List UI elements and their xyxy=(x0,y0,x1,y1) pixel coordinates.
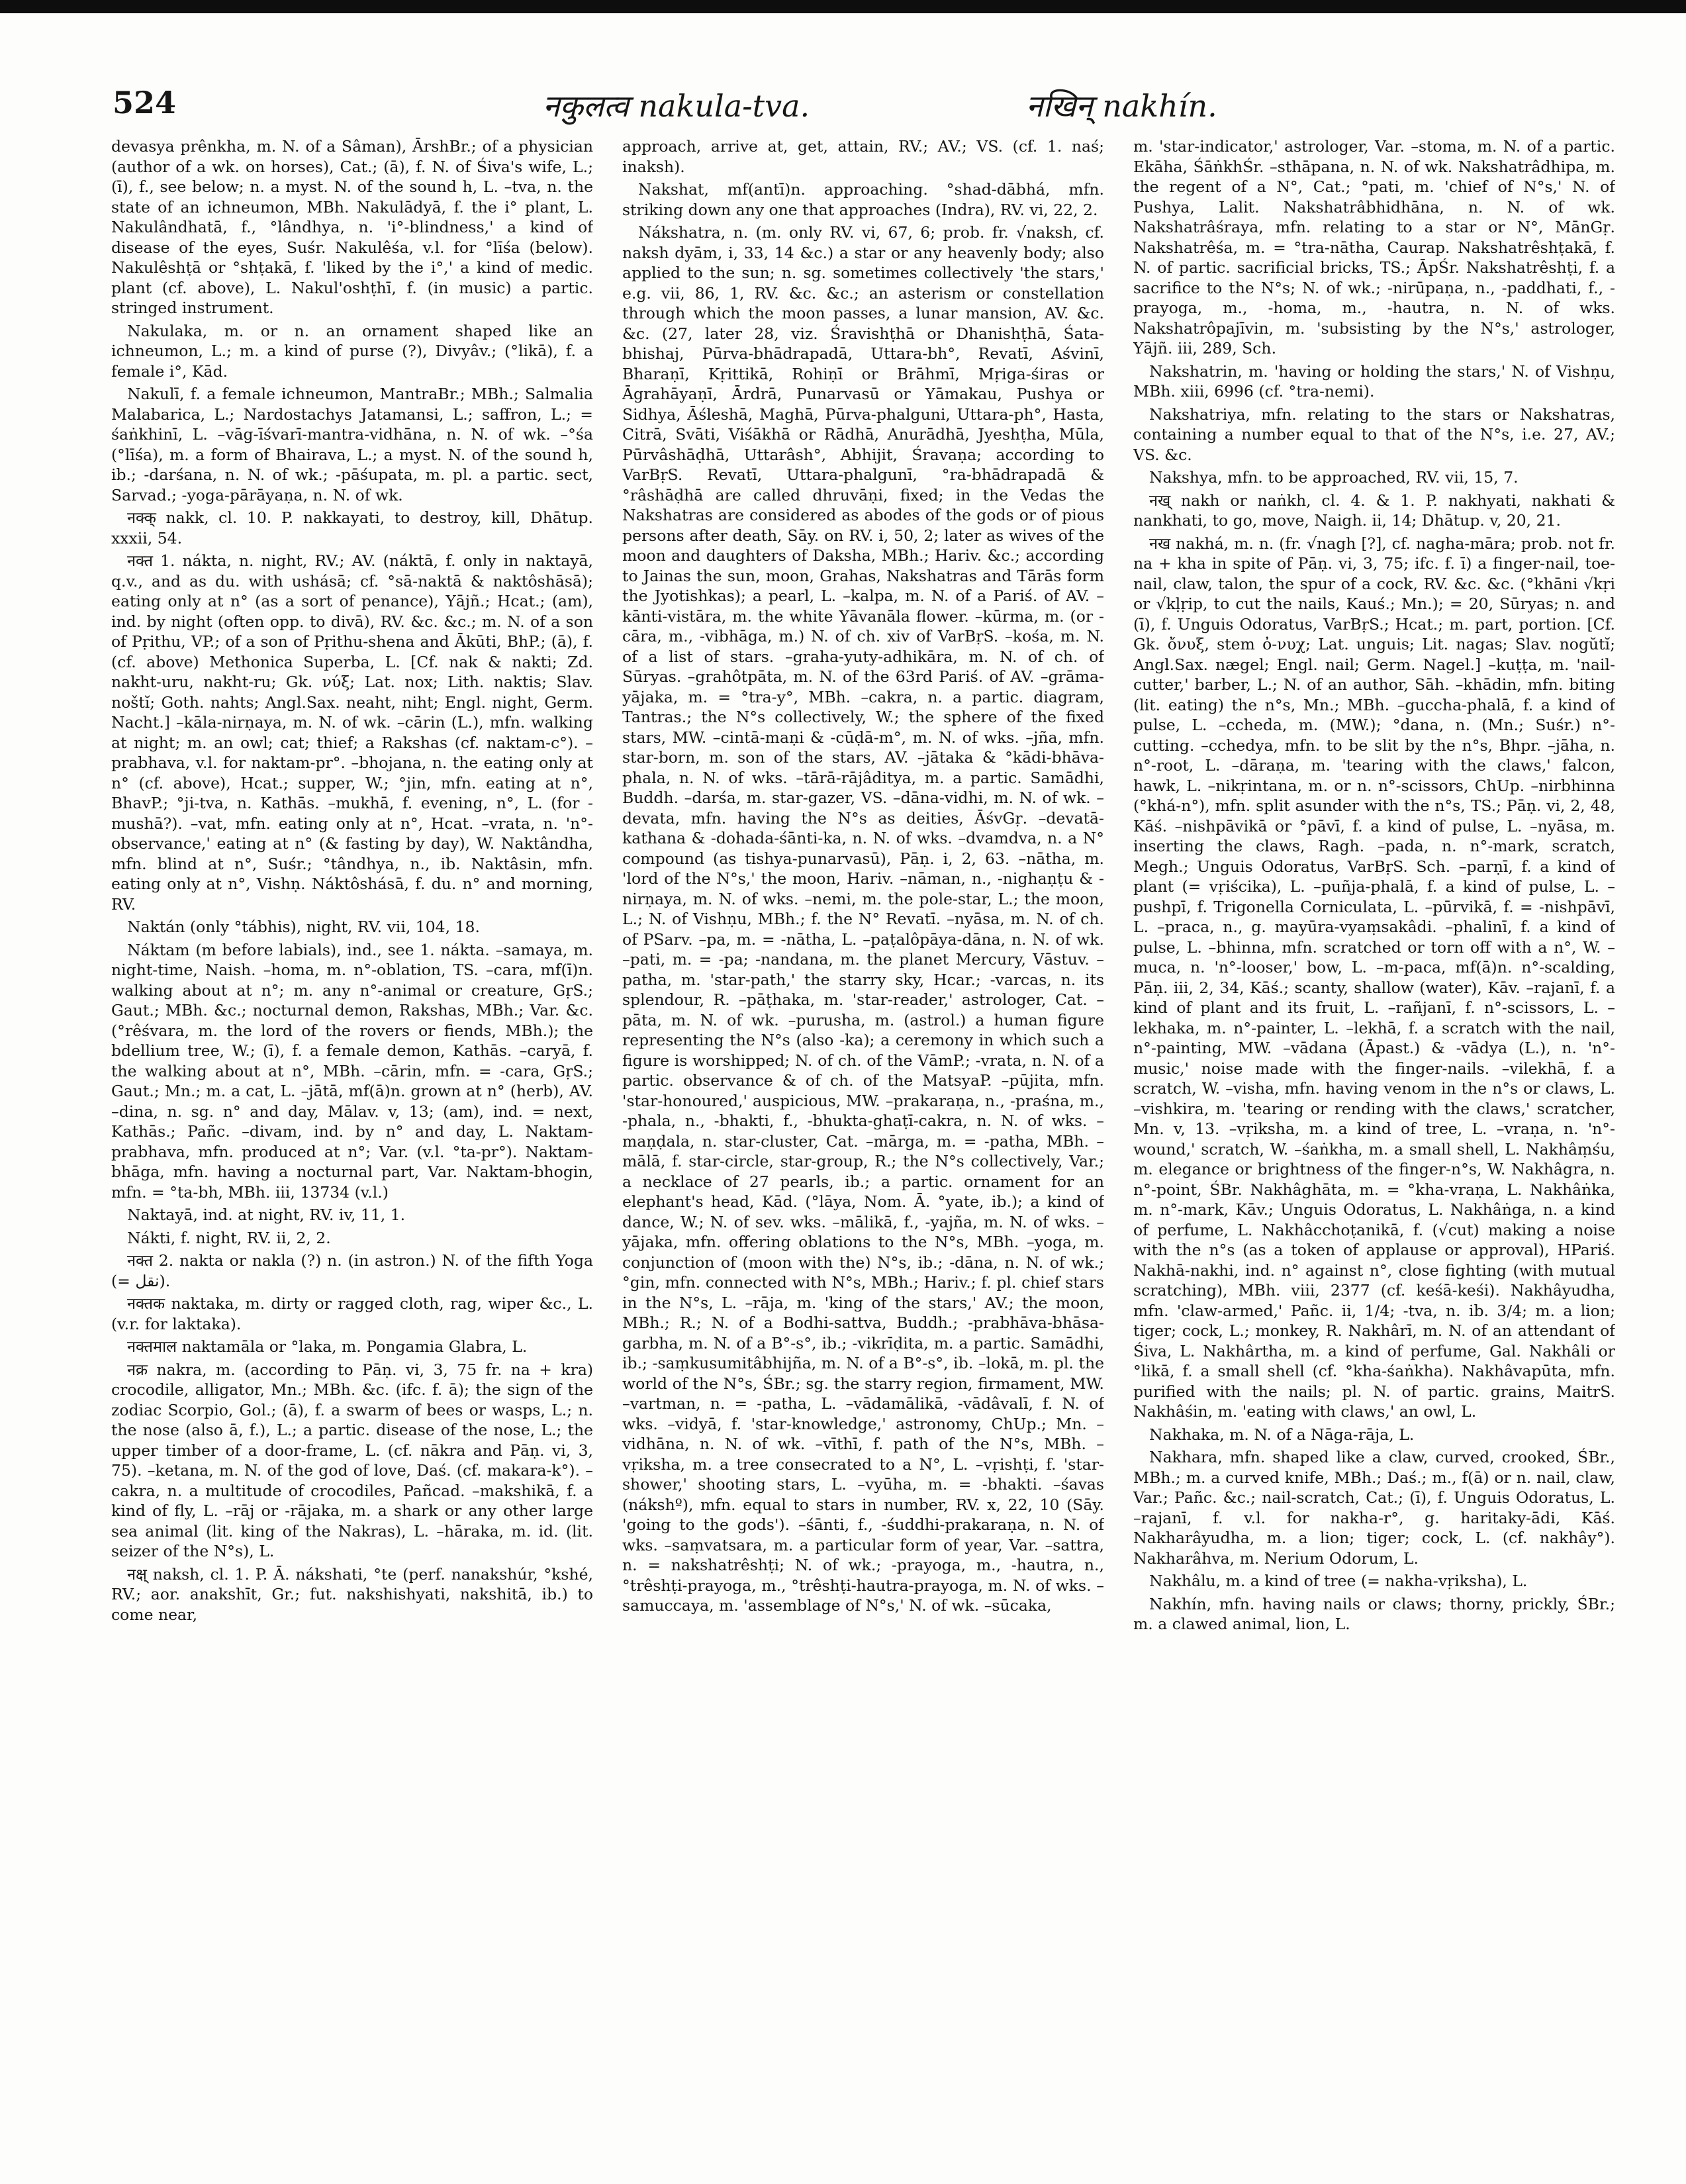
dictionary-body xyxy=(111,136,1615,2162)
column-3 xyxy=(1133,136,1615,2162)
entry: नक्तक naktaka, m. dirty or ragged cloth, rag, wiper &c., L. (v.r. for laktaka). xyxy=(111,1294,593,1333)
entry: Náktam (m before labials), ind., see 1. nákta. –samaya, m. night-time, Naish. –homa, m. n°-oblation, TS. –cara, mf(ī)n. walking about at n°; m. any n°-animal or creature, GṛS.; Gaut.; MBh. &c.; nocturnal demon, Rakshas, MBh.; Var. &c. (°rêśvara, m. the lord of the rovers or fiends, MBh.); the bdellium tree, W.; (ī), f. a female demon, Kathās. –caryā, f. the walking about at n°, MBh. –cārin, mfn. = -cara, GṛS.; Gaut.; Mn.; m. a cat, L. –jātā, mf(ā)n. grown at n° (herb), AV. –dina, n. sg. n° and day, Mālav. v, 13; (am), ind. = next, Kathās.; Pañc. –divam, ind. by n° and day, L. Naktam-prabhava, mfn. produced at n°; Var. (v.l. °ta-pr°). Naktam-bhāga, mfn. having a nocturnal part, Var. Naktam-bhogin, mfn. = °ta-bh, MBh. iii, 13734 (v.l.) xyxy=(111,940,593,1202)
entry: Nakhaka, m. N. of a Nāga-rāja, L. xyxy=(1149,1425,1415,1444)
entry: नक्त 1. nákta, n. night, RV.; AV. (náktā, f. only in naktayā, q.v., and as du. with ushásā; cf. °sā-naktā & naktôshāsā); eating only at n° (as a sort of penance), Yājñ.; Hcat.; (am), ind. by night (often opp. to divā), RV. &c. &c.; m. N. of a son of Pṛithu, VP.; of a son of Pṛithu-shena and Ākūti, BhP.; (ā), f. (cf. above) Methonica Superba, L. [Cf. nak & nakti; Zd. nakht-uru, nakht-ru; Gk. νύξ; Lat. nox; Lith. naktis; Slav. noštĭ; Goth. nahts; Angl.Sax. neaht, niht; Engl. night, Germ. Nacht.] –kāla-nirṇaya, m. N. of wk. –cārin (L.), mfn. walking at night; m. an owl; cat; thief; a Rakshas (cf. naktam-c°). –prabhava, v.l. for naktam-pr°. –bhojana, n. the eating only at n° (cf. above), Hcat.; supper, W.; °jin, mfn. eating at n°, BhavP.; °ji-tva, n. Kathās. –mukhā, f. evening, n°, L. (for -mushā?). –vat, mfn. eating only at n°, Hcat. –vrata, n. 'n°-observance,' eating at n° (& fasting by day), W. Naktândha, mfn. blind at n°, Suśr.; °tândhya, n., ib. Naktâsin, mfn. eating only at n°, Vishṇ. Náktôshásā, f. du. n° and morning, RV. xyxy=(111,551,593,914)
entry: Naktán (only °tábhis), night, RV. vii, 104, 18. xyxy=(127,918,480,936)
entry: Nákshatra, n. (m. only RV. vi, 67, 6; prob. fr. √naksh, cf. naksh dyām, i, 33, 14 &c.) a star or any heavenly body; also applied to the sun; n. sg. sometimes collectively 'the stars,' e.g. vii, 86, 1, RV. &c. &c.; an asterism or constellation through which the moon passes, a lunar mansion, AV. &c. &c. (27, later 28, viz. Śravishṭhā or Dhanishṭhā, Śata-bhishaj, Pūrva-bhādrapadā, Uttara-bh°, Revatī, Aśvinī, Bharaṇī, Kṛittikā, Rohiṇī or Brāhmī, Mṛiga-śiras or Āgrahāyaṇī, Ārdrā, Punarvasū or Yāmakau, Pushya or Sidhya, Āśleshā, Maghā, Pūrva-phalguni, Uttara-ph°, Hasta, Citrā, Svāti, Viśākhā or Rādhā, Anurādhā, Jyeshṭha, Mūla, Pūrvâshāḍhā, Uttarâsh°, Abhijit, Śravaṇa; according to VarBṛS. Revatī, Uttara-phalgunī, °ra-bhādrapadā & °râshāḍhā are called dhruvāṇi, fixed; in the Vedas the Nakshatras are considered as abodes of the gods or of pious persons after death, Sāy. on RV. i, 50, 2; later as wives of the moon and daughters of Daksha, MBh.; Hariv. &c.; according to Jainas the sun, moon, Grahas, Nakshatras and Tārās form the Jyotishkas); a pearl, L. –kalpa, m. N. of a Pariś. of AV. –kānti-vistāra, m. the white Yāvanāla flower. –kūrma, m. (or -cāra, m., -vibhāga, m.) N. of ch. xiv of VarBṛS. –kośa, m. N. of a list of stars. –graha-yuty-adhikāra, m. N. of ch. of Sūryas. –grahôtpāta, m. N. of the 63rd Pariś. of AV. –grāma-yājaka, m. = °tra-y°, MBh. –cakra, n. a partic. diagram, Tantras.; the N°s collectively, W.; the sphere of the fixed stars, MW. –cintā-maṇi & -cūḍā-m°, m. N. of wks. –jña, mfn. star-born, m. son of the stars, AV. –jātaka & °kādi-bhāva-phala, n. N. of wks. –tārā-rājâditya, m. a partic. Samādhi, Buddh. –darśa, m. star-gazer, VS. –dāna-vidhi, m. N. of wk. –devata, mfn. having the N°s as deities, ĀśvGṛ. –devatā-kathana & -dohada-śānti-ka, n. N. of wks. –dvamdva, n. a N° compound (as tishya-punarvasū), Pāṇ. i, 2, 63. –nātha, m. 'lord of the N°s,' the moon, Hariv. –nāman, n., -nighaṇṭu & -nirṇaya, m. N. of wks. –nemi, m. the pole-star, L.; the moon, L.; N. of Vishṇu, MBh.; f. the N° Revatī. –nyāsa, m. N. of ch. of PSarv. –pa, m. = -nātha, L. –paṭalôpāya-dāna, n. N. of wk. –pati, m. = -pa; -nandana, m. the planet Mercury, Vāstuv. –patha, m. 'star-path,' the starry sky, Hcar.; -varcas, n. its splendour, R. –pāṭhaka, m. 'star-reader,' astrologer, Cat. –pāta, m. N. of wk. –purusha, m. (astrol.) a human figure representing the N°s (also -ka); a ceremony in which such a figure is worshipped; N. of ch. of the VāmP.; -vrata, n. N. of a partic. observance & of ch. of the MatsyaP. –pūjita, mfn. 'star-honoured,' auspicious, MW. –prakaraṇa, n., -praśna, m., -phala, n., -bhakti, f., -bhukta-ghaṭī-cakra, n. N. of wks. –maṇḍala, n. star-cluster, Cat. –mārga, m. = -patha, MBh. –mālā, f. star-circle, star-group, R.; the N°s collectively, Var.; a necklace of 27 pearls, ib.; a partic. ornament for an elephant's head, Kād. (°lāya, Nom. Ā. °yate, ib.); a kind of dance, W.; N. of sev. wks. –mālikā, f., -yajña, m. N. of wks. –yājaka, mfn. offering oblations to the N°s, MBh. –yoga, m. conjunction of (moon with the) N°s, ib.; -dāna, n. N. of wk.; °gin, mfn. connected with N°s, MBh.; Hariv.; f. pl. chief stars in the N°s, L. –rāja, m. 'king of the stars,' AV.; the moon, MBh.; R.; N. of a Bodhi-sattva, Buddh.; -prabhāva-bhāsa-garbha, m. N. of a B°-s°, ib.; -vikrīḍita, m. a partic. Samādhi, ib.; -saṃkusumitâbhijña, m. N. of a B°-s°, ib. –lokā, m. pl. the world of the N°s, ŚBr.; sg. the starry region, firmament, MW. –vartman, n. = -patha, L. –vādamālikā, -vādâvalī, f. N. of wks. –vidyā, f. 'star-knowledge,' astronomy, ChUp.; Mn. –vidhāna, n. N. of wk. –vīthī, f. path of the N°s, MBh. –vṛiksha, m. a tree consecrated to a N°, L. –vṛishṭi, f. 'star-shower,' shooting stars, L. –vyūha, m. = -bhakti. –śavas (nákshº), mfn. equal to stars in number, RV. x, 22, 10 (Sāy. 'going to the gods'). –śānti, f., -śuddhi-prakaraṇa, n. N. of wks. –saṃvatsara, m. a particular form of year, Var. –sattra, n. = nakshatrêshṭi; N. of wk.; -prayoga, m., -hautra, n., °trêshṭi-prayoga, m., °trêshṭi-hautra-prayoga, m. N. of wks. –samuccaya, m. 'assemblage of N°s,' N. of wk. –sūcaka, xyxy=(622,223,1104,1615)
entry: नक्तमाल naktamāla or °laka, m. Pongamia Glabra, L. xyxy=(127,1337,528,1356)
entry: m. 'star-indicator,' astrologer, Var. –stoma, m. N. of a partic. Ekāha, ŚāṅkhŚr. –sthāpana, n. N. of wk. Nakshatrâdhipa, m. the regent of a N°, Cat.; °pati, m. 'chief of N°s,' N. of Pushya, Lalit. Nakshatrâbhidhāna, n. N. of wk. Nakshatrâśraya, mfn. relating to a star or N°, MānGṛ. Nakshatrêśa, m. = °tra-nātha, Caurap. Nakshatrêshṭakā, f. N. of partic. sacrificial bricks, TS.; ĀpŚr. Nakshatrêshṭi, f. a sacrifice to the N°s; N. of wk.; -nirūpaṇa, n., -paddhati, f., -prayoga, m., -homa, m., -hautra, n. N. of wks. Nakshatrôpajīvin, m. 'subsisting by the N°s,' astrologer, Yājñ. iii, 289, Sch. xyxy=(1133,137,1615,357)
entry: Nakshatrin, m. 'having or holding the stars,' N. of Vishṇu, MBh. xiii, 6996 (cf. °tra-nemi). xyxy=(1133,361,1615,401)
entry: Nakhara, mfn. shaped like a claw, curved, crooked, ŚBr., MBh.; m. a curved knife, MBh.; Daś.; m., f(ā) or n. nail, claw, Var.; Pañc. &c.; nail-scratch, Cat.; (ī), f. Unguis Odoratus, L. –rajanī, f. v.l. for nakha-r°, g. haritaky-ādi, Kāś. Nakharâyudha, m. a lion; tiger; cock, L. (cf. nakhây°). Nakharâhva, m. Nerium Odorum, L. xyxy=(1133,1448,1615,1568)
right-running-head: नखिन् nakhín. xyxy=(1026,88,1217,124)
entry: नक्त 2. nakta or nakla (?) n. (in astron.) N. of the fifth Yoga (= نقل). xyxy=(111,1251,593,1290)
entry: नक्र nakra, m. (according to Pāṇ. vi, 3, 75 fr. na + kra) crocodile, alligator, Mn.; MBh. &c. (ifc. f. ā); the sign of the zodiac Scorpio, Gol.; (ā), f. a swarm of bees or wasps, L.; n. the nose (also ā, f.), L.; a partic. disease of the nose, L.; the upper timber of a door-frame, L. (cf. nākra and Pāṇ. vi, 3, 75). –ketana, m. N. of the god of love, Daś. (cf. makara-k°). –cakra, n. a multitude of crocodiles, Pañcad. –makshikā, f. a kind of fly, L. –rāj or -rājaka, m. a shark or any other large sea animal (lit. king of the Nakras), L. –hāraka, m. id. (lit. seizer of the N°s), L. xyxy=(111,1360,593,1560)
entry: Naktayā, ind. at night, RV. iv, 11, 1. xyxy=(127,1206,406,1224)
entry: Nakhâlu, m. a kind of tree (= nakha-vṛiksha), L. xyxy=(1149,1572,1528,1590)
page-number: 524 xyxy=(113,85,177,120)
column-1 xyxy=(111,136,593,2162)
entry: Nakshat, mf(antī)n. approaching. °shad-dābhá, mfn. striking down any one that approaches (Indra), RV. vi, 22, 2. xyxy=(622,180,1104,219)
column-2 xyxy=(622,136,1104,2162)
page-header xyxy=(113,85,1615,124)
entry: Nakulaka, m. or n. an ornament shaped like an ichneumon, L.; m. a kind of purse (?), Divyâv.; (°likā), f. a female i°, Kād. xyxy=(111,321,593,381)
entry: नख् nakh or naṅkh, cl. 4. & 1. P. nakhyati, nakhati & nankhati, to go, move, Naigh. ii, 14; Dhātup. v, 20, 21. xyxy=(1133,491,1615,530)
entry: Nakshatriya, mfn. relating to the stars or Nakshatras, containing a number equal to that of the N°s, i.e. 27, AV.; VS. &c. xyxy=(1133,404,1615,464)
entry: approach, arrive at, get, attain, RV.; AV.; VS. (cf. 1. naś; inaksh). xyxy=(622,137,1104,176)
entry: Nakshya, mfn. to be approached, RV. vii, 15, 7. xyxy=(1149,468,1519,487)
left-running-head: नकुलत्व nakula-tva. xyxy=(543,88,810,124)
entry: Nákti, f. night, RV. ii, 2, 2. xyxy=(127,1228,331,1247)
entry: Nakulī, f. a female ichneumon, MantraBr.; MBh.; Salmalia Malabarica, L.; Nardostachys Jatamansi, L.; saffron, L.; = śaṅkhinī, L. –vāg-īśvarī-mantra-vidhāna, n. N. of wk. –°śa (°līśa), m. a form of Bhairava, L.; a myst. N. of the sound h, ib.; -darśana, n. N. of wk.; -pāśupata, m. pl. a partic. sect, Sarvad.; -yoga-pārāyaṇa, n. N. of wk. xyxy=(111,385,593,504)
top-edge-bar xyxy=(0,0,1686,13)
entry: Nakhín, mfn. having nails or claws; thorny, prickly, ŚBr.; m. a clawed animal, lion, L. xyxy=(1133,1594,1615,1633)
entry: नख nakhá, m. n. (fr. √nagh [?], cf. nagha-māra; prob. not fr. na + kha in spite of Pāṇ. vi, 3, 75; ifc. f. ī) a finger-nail, toe-nail, claw, talon, the spur of a cock, RV. &c. &c. (°khāni √kṛi or √kḷṛip, to cut the nails, Kauś.; Mn.); = 20, Sūryas; n. and (ī), f. Unguis Odoratus, VarBṛS.; Hcat.; m. part, portion. [Cf. Gk. ὄνυξ, stem ὀ-νυχ; Lat. unguis; Lit. nagas; Slav. nogŭtĭ; Angl.Sax. nægel; Engl. nail; Germ. Nagel.] –kuṭṭa, m. 'nail-cutter,' barber, L.; N. of an author, Sāh. –khādin, mfn. biting (lit. eating) the n°s, Mn.; MBh. –guccha-phalā, f. a kind of pulse, L. –ccheda, m. (MW.); °dana, n. (Mn.; Suśr.) n°-cutting. –cchedya, mfn. to be slit by the n°s, Bhpr. –jāha, n. n°-root, L. –dāraṇa, m. 'tearing with the claws,' falcon, hawk, L. –nikṛintana, m. or n. n°-scissors, ChUp. –nirbhinna (°khá-n°), mfn. split asunder with the n°s, TS.; Pāṇ. vi, 2, 48, Kāś. –nishpāvikā or °pāvī, f. a kind of pulse, L. –nyāsa, m. inserting the claws, Ragh. –pada, n. n°-mark, scratch, Megh.; Unguis Odoratus, VarBṛS. Sch. –parṇī, f. a kind of plant (= vṛiścika), L. –puñja-phalā, f. a kind of pulse, L. –pushpī, f. Trigonella Corniculata, L. –pūrvikā, f. = -nishpāvī, L. –praca, n., g. mayūra-vyaṃsakâdi. –phalinī, f. a kind of pulse, L. –bhinna, mfn. scratched or torn off with a n°, W. –muca, n. 'n°-looser,' bow, L. –m-paca, mf(ā)n. n°-scalding, Pāṇ. iii, 2, 34, Kāś.; scanty, shallow (water), Kāv. –rajanī, f. a kind of plant and its fruit, L. –rañjanī, f. n°-scissors, L. –lekhaka, m. n°-painter, L. –lekhā, f. a scratch with the nail, n°-painting, MW. –vādana (Āpast.) & -vādya (L.), n. 'n°-music,' noise made with the finger-nails. –vilekhā, f. a scratch, W. –visha, mfn. having venom in the n°s or claws, L. –vishkira, m. 'tearing or rending with the claws,' scratcher, Mn. v, 13. –vṛiksha, m. a kind of tree, L. –vraṇa, n. 'n°-wound,' scratch, W. –śaṅkha, m. a small shell, L. Nakhâṃśu, m. elegance or brightness of the finger-n°s, W. Nakhâgra, n. n°-point, ŚBr. Nakhâghāta, m. = °kha-vraṇa, L. Nakhâṅka, m. n°-mark, Kāv.; Unguis Odoratus, L. Nakhâṅga, n. a kind of perfume, L. Nakhâcchoṭanikā, f. (√cut) making a noise with the n°s (as a token of applause or approval), HPariś. Nakhā-nakhi, ind. n° against n°, close fighting (with mutual scratching), MBh. viii, 2377 (cf. keśā-keśi). Nakhâyudha, mfn. 'claw-armed,' Pañc. ii, 1/4; -tva, n. ib. 3/4; m. a lion; tiger; cock, L.; monkey, R. Nakhârī, m. N. of an attendant of Śiva, L. Nakhârtha, m. a kind of perfume, Gal. Nakhâli or °likā, f. a small shell (cf. °kha-śaṅkha). Nakhâvapūta, mfn. purified with the nails; pl. N. of partic. grains, MaitrS. Nakhâśin, m. 'eating with claws,' an owl, L. xyxy=(1133,534,1615,1421)
entry: नक्ष् naksh, cl. 1. P. Ā. nákshati, °te (perf. nanakshúr, °kshé, RV.; aor. anakshīt, Gr.; fut. nakshishyati, nakshitā, ib.) to come near, xyxy=(111,1564,593,1624)
entry: devasya prênkha, m. N. of a Sâman), ĀrshBr.; of a physician (author of a wk. on horses), Cat.; (ā), f. N. of Śiva's wife, L.; (ī), f., see below; n. a myst. N. of the sound h, L. –tva, n. the state of an ichneumon, MBh. Nakulādyā, f. the i° plant, L. Nakulândhatā, f., °lândhya, n. 'i°-blindness,' a kind of disease of the eyes, Suśr. Nakulêśa, v.l. for °līśa (below). Nakulêshṭā or °shṭakā, f. 'liked by the i°,' a kind of medic. plant (cf. above), L. Nakul'oshṭhī, f. (in music) a partic. stringed instrument. xyxy=(111,137,593,317)
entry: नक्क् nakk, cl. 10. P. nakkayati, to destroy, kill, Dhātup. xxxii, 54. xyxy=(111,508,593,547)
